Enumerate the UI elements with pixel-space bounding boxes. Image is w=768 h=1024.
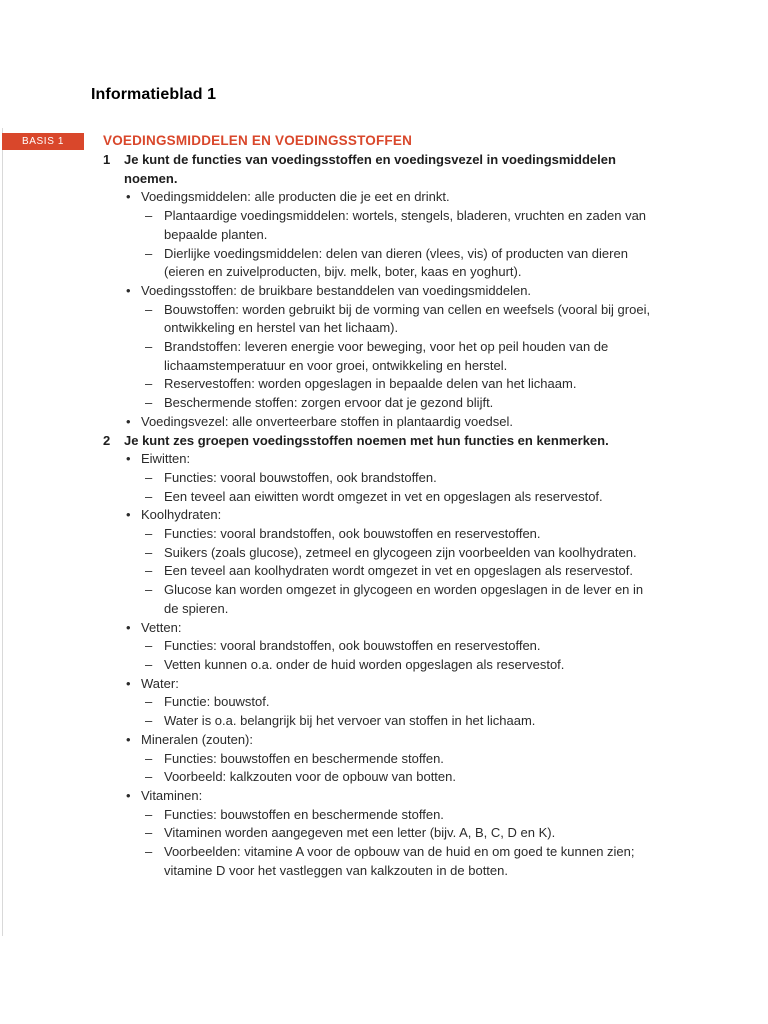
bullet-text: Vitaminen: <box>141 787 203 803</box>
bullet-text: Voedingsvezel: alle onverteerbare stoffen in plantaardig voedsel. <box>141 413 513 429</box>
dash-icon: – <box>145 638 153 654</box>
dash-icon: – <box>145 563 153 579</box>
bullet-text: Voedingsmiddelen: alle producten die je eet en drinkt. <box>141 189 450 205</box>
page-title: Informatieblad 1 <box>91 86 217 103</box>
bullet-item <box>91 619 651 638</box>
dash-icon: – <box>145 208 153 224</box>
sub-item: – Functie: bouwstof. <box>91 693 651 712</box>
dash-icon: – <box>145 825 153 841</box>
margin-rule <box>2 128 3 936</box>
objective-text: Je kunt de functies van voedingsstoffen en voedingsvezel in voedingsmiddelen noemen. <box>124 152 616 186</box>
dash-icon: – <box>145 806 153 822</box>
bullet-text: Vetten: <box>141 619 182 635</box>
bullet-icon: • <box>126 189 131 205</box>
dash-icon: – <box>145 526 153 542</box>
dash-icon: – <box>145 395 153 411</box>
bullet-text: Water: <box>141 675 179 691</box>
dash-icon: – <box>145 750 153 766</box>
sub-item: – Een teveel aan eiwitten wordt omgezet in vet en opgeslagen als reservestof. <box>91 488 651 507</box>
dash-icon: – <box>145 245 153 261</box>
objective-number: 1 <box>103 152 111 167</box>
bullet-item <box>91 450 651 469</box>
sub-item: – Vetten kunnen o.a. onder de huid worden opgeslagen als reservestof. <box>91 656 651 675</box>
bullet-item <box>91 675 651 694</box>
sub-item: – Functies: vooral brandstoffen, ook bouwstoffen en reservestoffen. <box>91 637 651 656</box>
bullet-icon: • <box>126 282 131 298</box>
bullet-text: Koolhydraten: <box>141 507 222 523</box>
bullet-icon: • <box>126 731 131 747</box>
bullet-item <box>91 506 651 525</box>
bullet-icon: • <box>126 675 131 691</box>
bullet-text: Voedingsstoffen: de bruikbare bestanddelen van voedingsmiddelen. <box>141 282 532 298</box>
bullet-icon: • <box>126 507 131 523</box>
sub-item: – Een teveel aan koolhydraten wordt omgezet in vet en opgeslagen als reservestof. <box>91 562 651 581</box>
sub-item: – Functies: bouwstoffen en beschermende stoffen. <box>91 750 651 769</box>
dash-icon: – <box>145 769 153 785</box>
bullet-text: Eiwitten: <box>141 451 191 467</box>
sub-item: – Water is o.a. belangrijk bij het vervoer van stoffen in het lichaam. <box>91 712 651 731</box>
sub-item: – Brandstoffen: leveren energie voor beweging, voor het op peil houden van de lichaamstemperatuur en voor groei, ontwikkeling en herstel. <box>145 339 609 373</box>
dash-icon: – <box>145 713 153 729</box>
bullet-icon: • <box>126 451 131 467</box>
basis-tag: BASIS 1 <box>2 133 84 150</box>
objective <box>91 432 651 881</box>
sub-item: – Dierlijke voedingsmiddelen: delen van dieren (vlees, vis) of producten van dieren (eieren en zuivelproducten, bijv. melk, boter, kaas en yoghurt). <box>145 245 628 280</box>
sub-item: – Functies: vooral bouwstoffen, ook brandstoffen. <box>91 469 651 488</box>
sub-item: – Functies: vooral brandstoffen, ook bouwstoffen en reservestoffen. <box>91 525 651 544</box>
sub-item: – Suikers (zoals glucose), zetmeel en glycogeen zijn voorbeelden van koolhydraten. <box>91 544 651 563</box>
sub-item: – Voorbeelden: vitamine A voor de opbouw van de huid en om goed te kunnen zien; vitamine D voor het vastleggen van kalkzouten in de botten. <box>145 844 635 878</box>
bullet-item <box>91 731 651 750</box>
bullet-icon: • <box>126 787 131 803</box>
dash-icon: – <box>145 544 153 560</box>
dash-icon: – <box>145 488 153 504</box>
dash-icon: – <box>145 844 153 860</box>
dash-icon: – <box>145 694 153 710</box>
dash-icon: – <box>145 582 153 598</box>
dash-icon: – <box>145 376 153 392</box>
bullet-icon: • <box>126 619 131 635</box>
sub-item: – Plantaardige voedingsmiddelen: wortels, stengels, bladeren, vruchten en zaden van bepaalde planten. <box>145 208 647 242</box>
objective <box>91 151 651 432</box>
dash-icon: – <box>145 339 153 355</box>
sub-item: – Functies: bouwstoffen en beschermende stoffen. <box>91 806 651 825</box>
objective-number: 2 <box>103 432 111 448</box>
objectives-content <box>91 151 651 880</box>
section-heading: VOEDINGSMIDDELEN EN VOEDINGSSTOFFEN <box>103 133 413 148</box>
sub-item: – Vitaminen worden aangegeven met een letter (bijv. A, B, C, D en K). <box>91 824 651 843</box>
objective-text: Je kunt zes groepen voedingsstoffen noemen met hun functies en kenmerken. <box>124 432 609 448</box>
sub-item: – Voorbeeld: kalkzouten voor de opbouw van botten. <box>91 768 651 787</box>
bullet-item <box>91 787 651 806</box>
sub-item: – Glucose kan worden omgezet in glycogeen en worden opgeslagen in de lever en in de spieren. <box>145 582 644 616</box>
bullet-text: Mineralen (zouten): <box>141 731 253 747</box>
bullet-item <box>91 282 651 301</box>
dash-icon: – <box>145 656 153 672</box>
bullet-item <box>91 413 651 432</box>
sub-item: – Beschermende stoffen: zorgen ervoor dat je gezond blijft. <box>91 394 651 413</box>
sub-item: – Bouwstoffen: worden gebruikt bij de vorming van cellen en weefsels (vooral bij groei, ontwikkeling en herstel van het lichaam). <box>145 301 651 336</box>
sub-item: – Reservestoffen: worden opgeslagen in bepaalde delen van het lichaam. <box>91 375 651 394</box>
bullet-icon: • <box>126 413 131 429</box>
dash-icon: – <box>145 469 153 485</box>
dash-icon: – <box>145 301 153 317</box>
bullet-item <box>91 188 651 207</box>
